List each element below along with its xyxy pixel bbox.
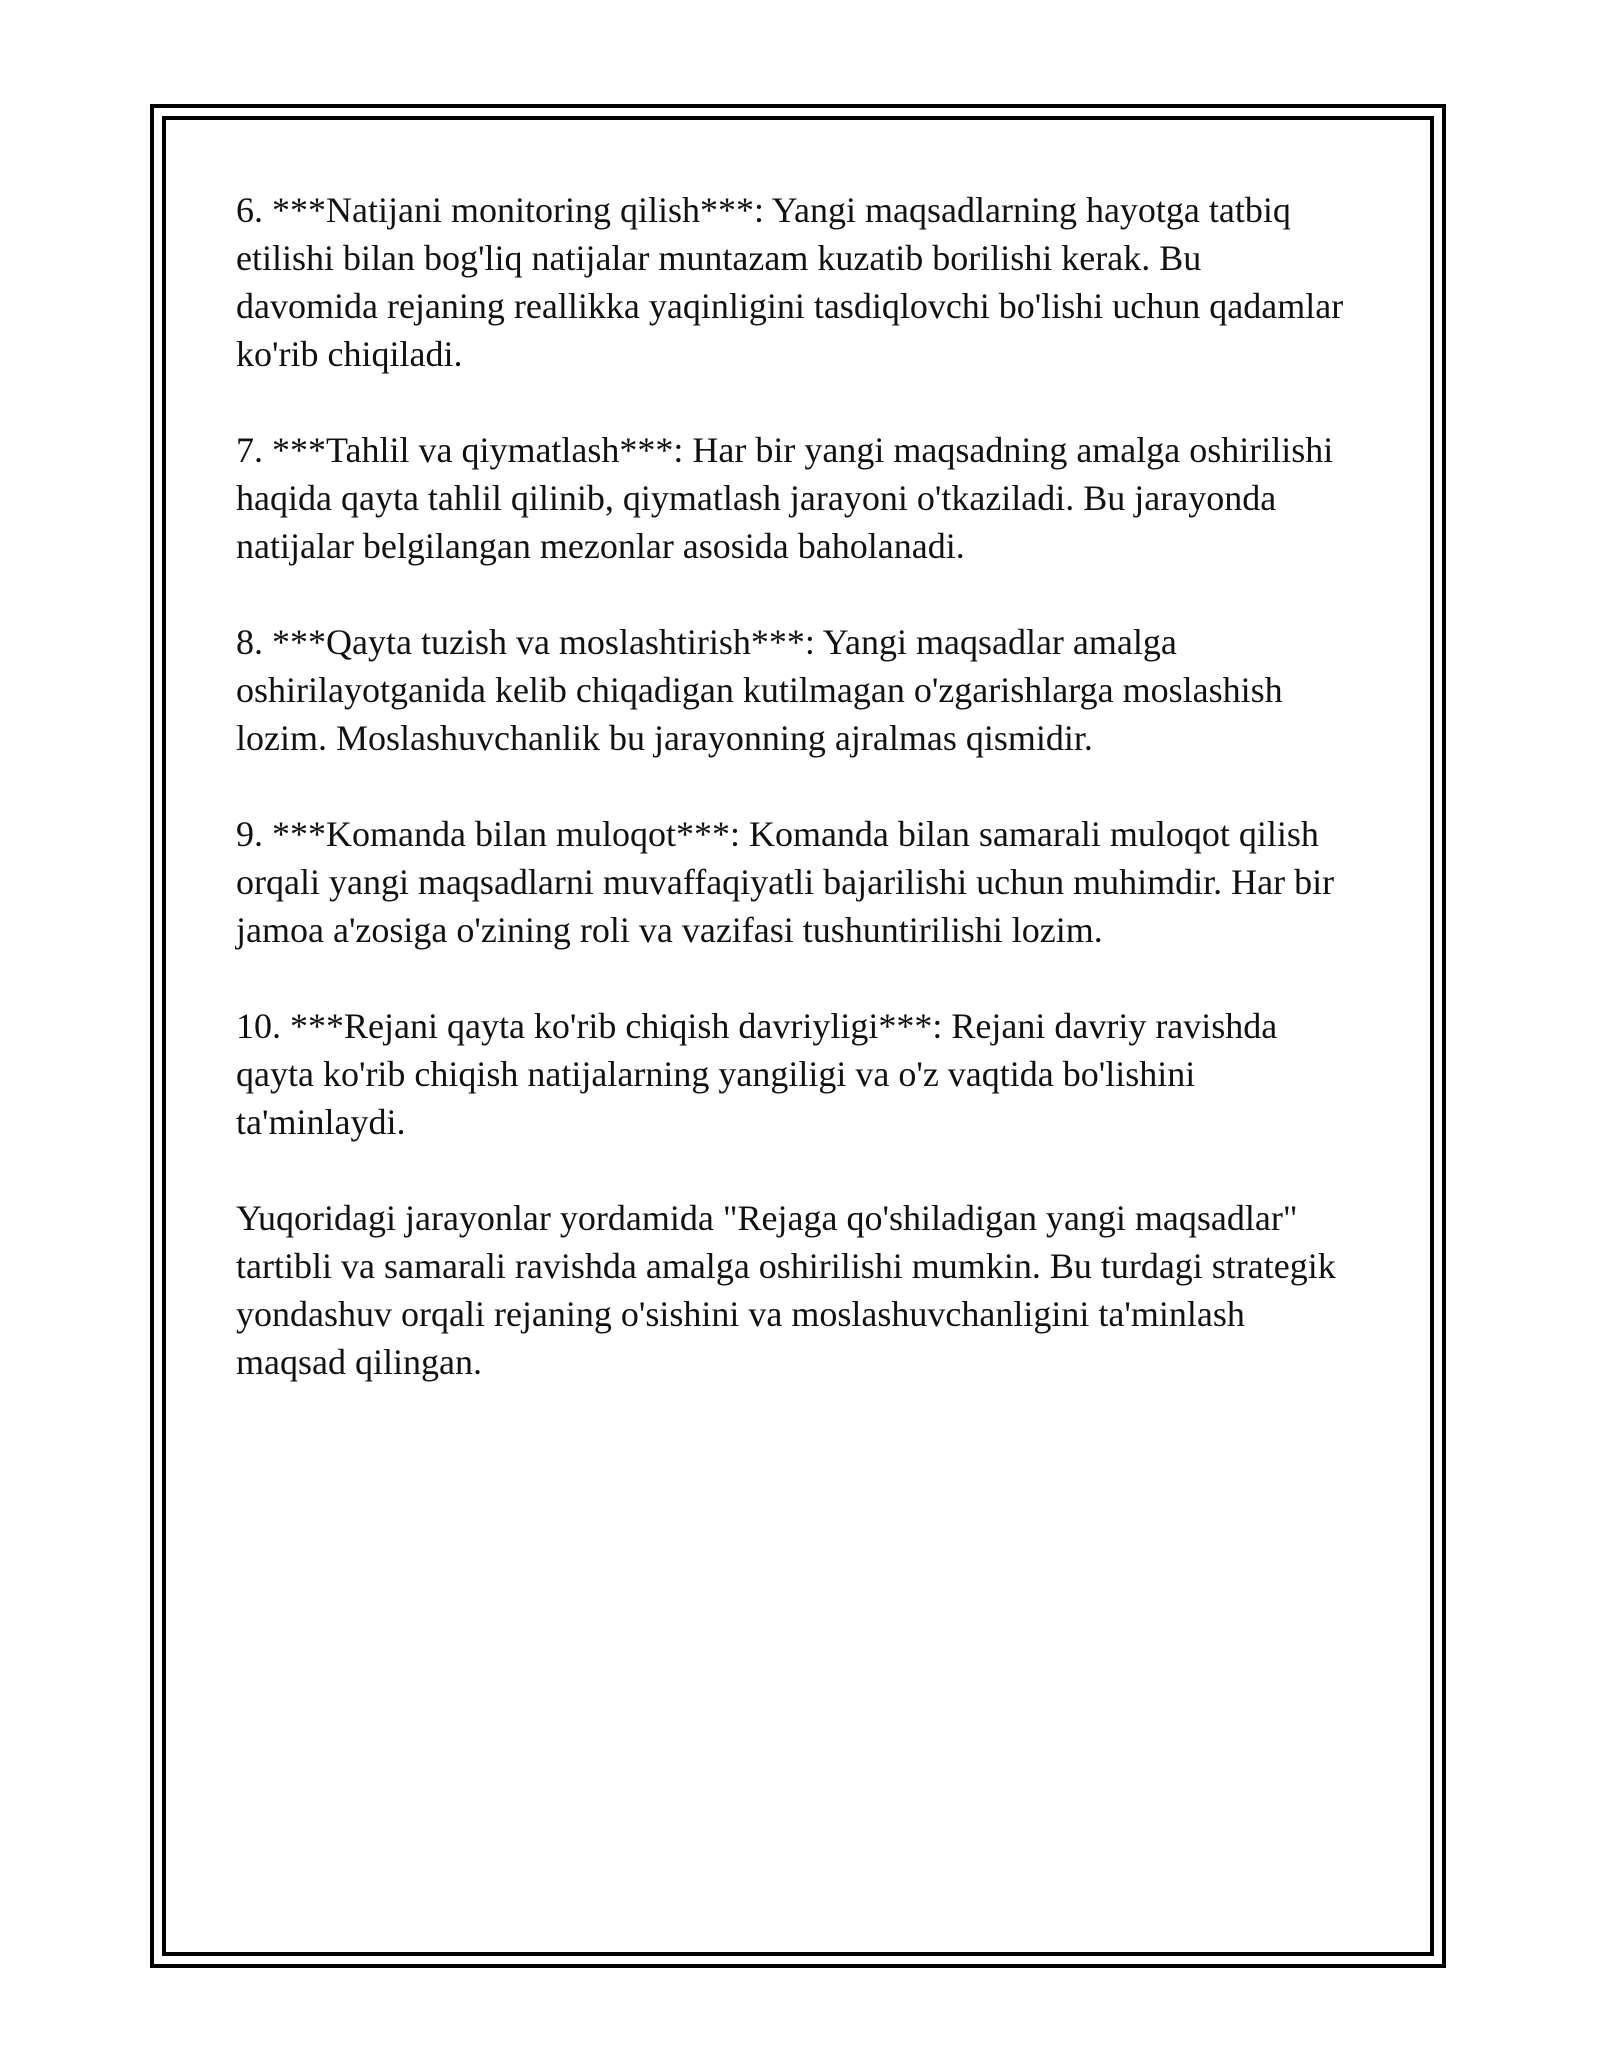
paragraph-item-10 (236, 1002, 1376, 1146)
document-body (236, 186, 1376, 1434)
text-line: 7. ***Tahlil va qiymatlash***: Har bir yangi maqsadning amalga oshirilishi (236, 430, 1334, 470)
text-line: yondashuv orqali rejaning o'sishini va moslashuvchanligini ta'minlash (236, 1294, 1245, 1334)
text-line: jamoa a'zosiga o'zining roli va vazifasi tushuntirilishi lozim. (236, 910, 1103, 950)
paragraph-item-6 (236, 186, 1376, 378)
text-line: davomida rejaning reallikka yaqinligini tasdiqlovchi bo'lishi uchun qadamlar (236, 286, 1344, 326)
text-line: 6. ***Natijani monitoring qilish***: Yangi maqsadlarning hayotga tatbiq (236, 190, 1291, 230)
text-line: qayta ko'rib chiqish natijalarning yangiligi va o'z vaqtida bo'lishini (236, 1054, 1196, 1094)
text-line: lozim. Moslashuvchanlik bu jarayonning ajralmas qismidir. (236, 718, 1093, 758)
text-line: ta'minlaydi. (236, 1102, 406, 1142)
text-line: Yuqoridagi jarayonlar yordamida "Rejaga qo'shiladigan yangi maqsadlar" (236, 1198, 1298, 1238)
text-line: ko'rib chiqiladi. (236, 334, 463, 374)
text-line: 8. ***Qayta tuzish va moslashtirish***: Yangi maqsadlar amalga (236, 622, 1177, 662)
text-line: haqida qayta tahlil qilinib, qiymatlash jarayoni o'tkaziladi. Bu jarayonda (236, 478, 1277, 518)
text-line: natijalar belgilangan mezonlar asosida baholanadi. (236, 526, 965, 566)
text-line: 9. ***Komanda bilan muloqot***: Komanda bilan samarali muloqot qilish (236, 814, 1319, 854)
text-line: oshirilayotganida kelib chiqadigan kutilmagan o'zgarishlarga moslashish (236, 670, 1283, 710)
text-line: etilishi bilan bog'liq natijalar muntazam kuzatib borilishi kerak. Bu (236, 238, 1202, 278)
paragraph-conclusion (236, 1194, 1376, 1386)
paragraph-item-7 (236, 426, 1376, 570)
text-line: 10. ***Rejani qayta ko'rib chiqish davriyligi***: Rejani davriy ravishda (236, 1006, 1278, 1046)
paragraph-item-8 (236, 618, 1376, 762)
text-line: maqsad qilingan. (236, 1342, 482, 1382)
paragraph-item-9 (236, 810, 1376, 954)
text-line: orqali yangi maqsadlarni muvaffaqiyatli bajarilishi uchun muhimdir. Har bir (236, 862, 1335, 902)
text-line: tartibli va samarali ravishda amalga oshirilishi mumkin. Bu turdagi strategik (236, 1246, 1336, 1286)
